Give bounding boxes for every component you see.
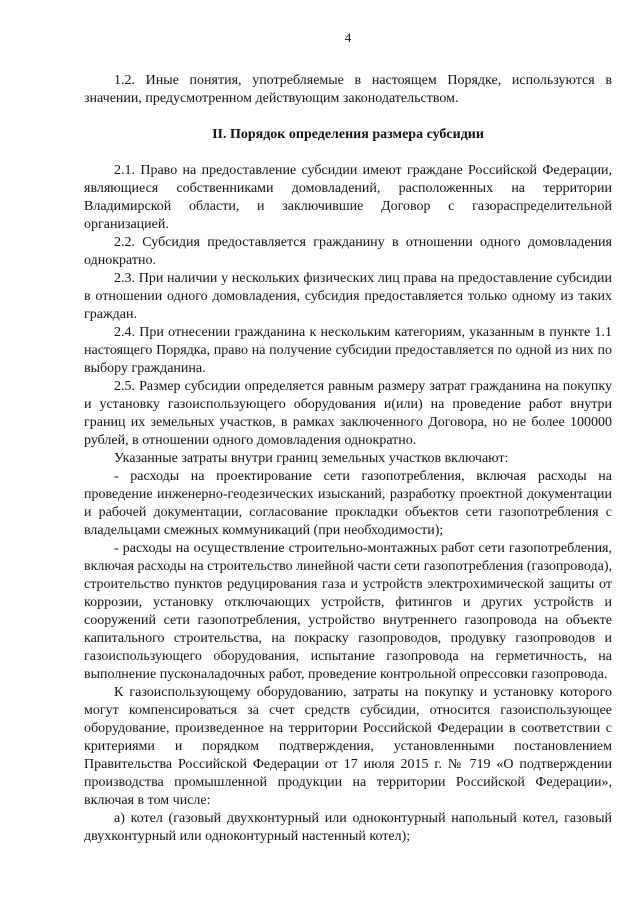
paragraph-2-1: 2.1. Право на предоставление субсидии имеют граждане Российской Федерации, являющиеся собственниками домовладений, расположенных на территории Владимирской области, и заключившие Договор с газораспределительной организацией. — [84, 163, 612, 232]
section-heading: II. Порядок определения размера субсидии — [212, 127, 484, 142]
paragraph-2-3: 2.3. При наличии у нескольких физических лиц права на предоставление субсидии в отношении одного домовладения, субсидия предоставляется только одному из таких граждан. — [84, 271, 612, 322]
paragraph-construction-costs: - расходы на осуществление строительно-монтажных работ сети газопотребления, включая расходы на строительство линейной части сети газопотребления (газопровода), строительство пунктов редуцирования газа и устройств электрохимической защиты от коррозии, установку отключающих устройств, фитингов и других устройств и сооружений сети газопотребления, устройство внутреннего газопровода на объекте капитального строительства, на покраску газопроводов, продувку газопроводов и газоиспользующего оборудования, испытание газопровода на герметичность, на выполнение пусконаладочных работ, проведение контрольной опрессовки газопровода. — [84, 541, 612, 682]
paragraph-design-costs: - расходы на проектирование сети газопотребления, включая расходы на проведение инженерно-геодезических изысканий, разработку проектной документации и рабочей документации, согласование прокладки объектов сети газопотребления с владельцами смежных коммуникаций (при необходимости); — [84, 469, 612, 538]
paragraph-2-2: 2.2. Субсидия предоставляется гражданину в отношении одного домовладения однократно. — [84, 235, 612, 268]
document-page — [84, 30, 612, 846]
paragraph-boiler: а) котел (газовый двухконтурный или одноконтурный напольный котел, газовый двухконтурный или одноконтурный настенный котел); — [84, 811, 612, 844]
paragraph-2-5: 2.5. Размер субсидии определяется равным размеру затрат гражданина на покупку и установку газоиспользующего оборудования и(или) на проведение работ внутри границ их земельных участков, в рамках заключенного Договора, но не более 100000 рублей, в отношении одного домовладения однократно. — [84, 379, 612, 448]
paragraph-equipment: К газоиспользующему оборудованию, затраты на покупку и установку которого могут компенсироваться за счет средств субсидии, относится газоиспользующее оборудование, произведенное на территории Российской Федерации в соответствии с критериями и порядком подтверждения, установленными постановлением Правительства Российской Федерации от 17 июля 2015 г. № 719 «О подтверждении производства промышленной продукции на территории Российской Федерации», включая в том числе: — [84, 685, 612, 808]
paragraph-1-2: 1.2. Иные понятия, употребляемые в настоящем Порядке, используются в значении, предусмотренном действующим законодательством. — [84, 73, 612, 106]
paragraph-costs-intro: Указанные затраты внутри границ земельных участков включают: — [114, 451, 509, 466]
paragraph-2-4: 2.4. При отнесении гражданина к нескольким категориям, указанным в пункте 1.1 настоящего Порядка, право на получение субсидии предоставляется по одной из них по выбору гражданина. — [84, 325, 612, 376]
page-number: 4 — [344, 30, 352, 45]
